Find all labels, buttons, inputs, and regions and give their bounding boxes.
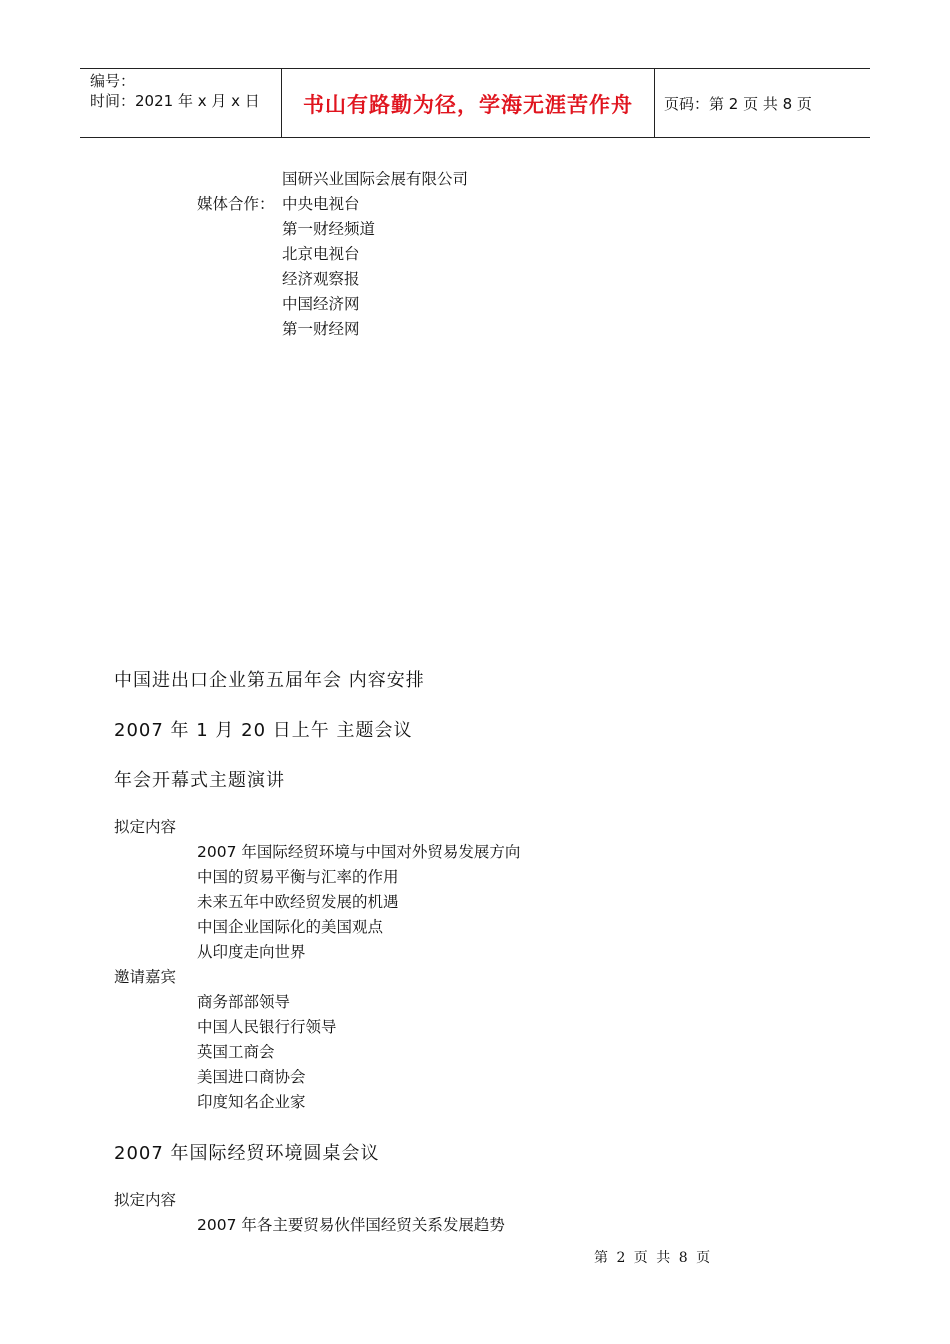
header-motto: 书山有路勤为径，学海无涯苦作舟 bbox=[303, 93, 633, 117]
time-label: 时间：2021 年 x 月 x 日 bbox=[90, 92, 260, 110]
media-label: 媒体合作： bbox=[197, 195, 275, 213]
list-item: 美国进口商协会 bbox=[197, 1068, 306, 1086]
list-item: 第一财经频道 bbox=[282, 220, 376, 238]
list-item: 中国经济网 bbox=[282, 295, 360, 313]
serial-label: 编号： bbox=[90, 72, 136, 90]
list-item: 未来五年中欧经贸发展的机遇 bbox=[197, 893, 399, 911]
organizer-continued: 国研兴业国际会展有限公司 bbox=[282, 170, 469, 188]
list-item: 英国工商会 bbox=[197, 1043, 275, 1061]
list-item: 中国的贸易平衡与汇率的作用 bbox=[197, 868, 399, 886]
draft2-label: 拟定内容 bbox=[114, 1191, 177, 1209]
header-divider bbox=[654, 69, 655, 137]
session2-name: 2007 年国际经贸环境圆桌会议 bbox=[114, 1143, 380, 1164]
session1-time: 2007 年 1 月 20 日上午 主题会议 bbox=[114, 720, 413, 741]
list-item: 印度知名企业家 bbox=[197, 1093, 306, 1111]
guests-label: 邀请嘉宾 bbox=[114, 968, 177, 986]
list-item: 从印度走向世界 bbox=[197, 943, 306, 961]
draft-label: 拟定内容 bbox=[114, 818, 177, 836]
list-item: 北京电视台 bbox=[282, 245, 360, 263]
list-item: 商务部部领导 bbox=[197, 993, 291, 1011]
draft2-list bbox=[197, 1213, 505, 1238]
page-header bbox=[80, 68, 870, 138]
list-item: 第一财经网 bbox=[282, 320, 360, 338]
draft-list bbox=[197, 840, 520, 965]
list-item: 中国人民银行行领导 bbox=[197, 1018, 337, 1036]
header-meta bbox=[90, 71, 260, 111]
agenda-title: 中国进出口企业第五届年会 内容安排 bbox=[114, 670, 425, 691]
guests-list bbox=[197, 990, 337, 1115]
list-item: 中央电视台 bbox=[282, 195, 360, 213]
list-item: 2007 年国际经贸环境与中国对外贸易发展方向 bbox=[197, 843, 521, 861]
session1-name: 年会开幕式主题演讲 bbox=[114, 770, 285, 791]
list-item: 中国企业国际化的美国观点 bbox=[197, 918, 384, 936]
list-item: 经济观察报 bbox=[282, 270, 360, 288]
header-page-number: 页码：第 2 页 共 8 页 bbox=[664, 95, 812, 113]
list-item: 2007 年各主要贸易伙伴国经贸关系发展趋势 bbox=[197, 1216, 505, 1234]
media-list bbox=[282, 192, 375, 342]
footer-page-number: 第 2 页 共 8 页 bbox=[594, 1250, 713, 1266]
